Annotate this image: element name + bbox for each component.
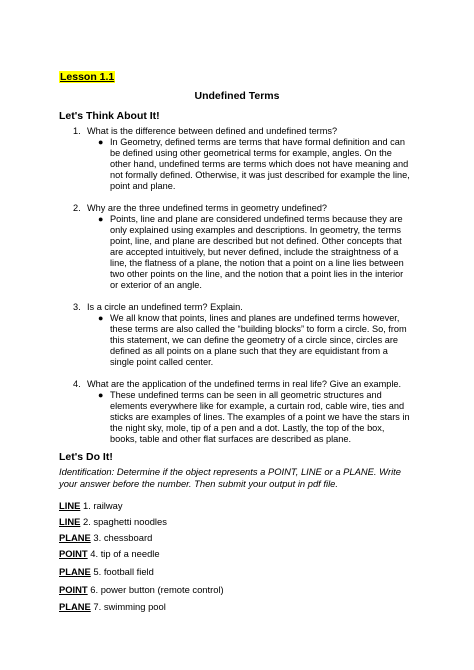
item-text: 3. chessboard [93,532,153,543]
question-text: Is a circle an undefined term? Explain. [87,302,243,312]
answer-text: In Geometry, defined terms are terms that have formal definition and can be defined using other geometrical terms for example, angles. On the other hand, undefined terms are terms which does not have meaning and not formally defined. Otherwise, it was just described for example the line, point and plane. [110,137,410,191]
question-text: What are the application of the undefined terms in real life? Give an example. [87,379,402,389]
answer-text: Points, line and plane are considered undefined terms because they are only explained using examples and descriptions. In geometry, the terms point, line, and plane are described but not defined. Other concepts that are accepted intuitively, but never defined, include the straightness of a line, the flatness of a plane, the notion that a point on a line lies between two other points on the line, and the notion that a point lies in the interior or exterior of an angle. [110,214,404,290]
answer-1 [98,137,412,192]
item-text: 2. spaghetti noodles [82,516,167,527]
bullet-icon: ● [98,313,104,323]
bullet-icon: ● [98,214,104,224]
item-text: 1. railway [82,500,123,511]
answer-4 [98,390,412,445]
page-title: Undefined Terms [194,90,280,102]
question-number: 1. [73,126,81,136]
item-answer: POINT [59,584,88,595]
instructions: Identification: Determine if the object represents a POINT, LINE or a PLANE. Write your answer before the number. Then submit your output in pdf file. [59,466,401,489]
question-number: 4. [73,379,81,389]
bullet-icon: ● [98,137,104,147]
section-heading-think: Let's Think About It! [59,110,160,122]
item-answer: PLANE [59,601,91,612]
question-number: 2. [73,203,81,213]
item-text: 6. power button (remote control) [90,584,224,595]
answer-text: These undefined terms can be seen in all geometric structures and elements everywhere like for example, a curtain rod, cable wire, ties and sticks are examples of lines. The examples of a point we have the stars in the night sky, mole, tip of a pen and a dot. Lastly, the top of the box, books, table and other flat surfaces are described as plane. [110,390,410,444]
lesson-label: Lesson 1.1 [60,71,115,83]
list-item [59,500,123,511]
list-item [59,566,154,577]
item-text: 5. football field [93,566,154,577]
item-text: 7. swimming pool [93,601,166,612]
list-item [59,601,166,612]
item-answer: PLANE [59,532,91,543]
item-text: 4. tip of a needle [90,548,160,559]
answer-2 [98,214,412,291]
section-heading-do: Let's Do It! [59,451,113,463]
question-number: 3. [73,302,81,312]
list-item [59,548,160,559]
list-item [59,532,152,543]
bullet-icon: ● [98,390,104,400]
question-text: What is the difference between defined and undefined terms? [87,126,338,136]
item-answer: LINE [59,516,81,527]
list-item [59,584,224,595]
answer-3 [98,313,412,368]
item-answer: LINE [59,500,81,511]
item-answer: PLANE [59,566,91,577]
answer-text: We all know that points, lines and planes are undefined terms however, these terms are also called the “building blocks” to form a circle. So, from this statement, we can define the geometry of a circle since, circles are defined as all points on a plane such that they are equidistant from a single point called center. [110,313,407,367]
item-answer: POINT [59,548,88,559]
list-item [59,516,167,527]
question-text: Why are the three undefined terms in geometry undefined? [87,203,328,213]
